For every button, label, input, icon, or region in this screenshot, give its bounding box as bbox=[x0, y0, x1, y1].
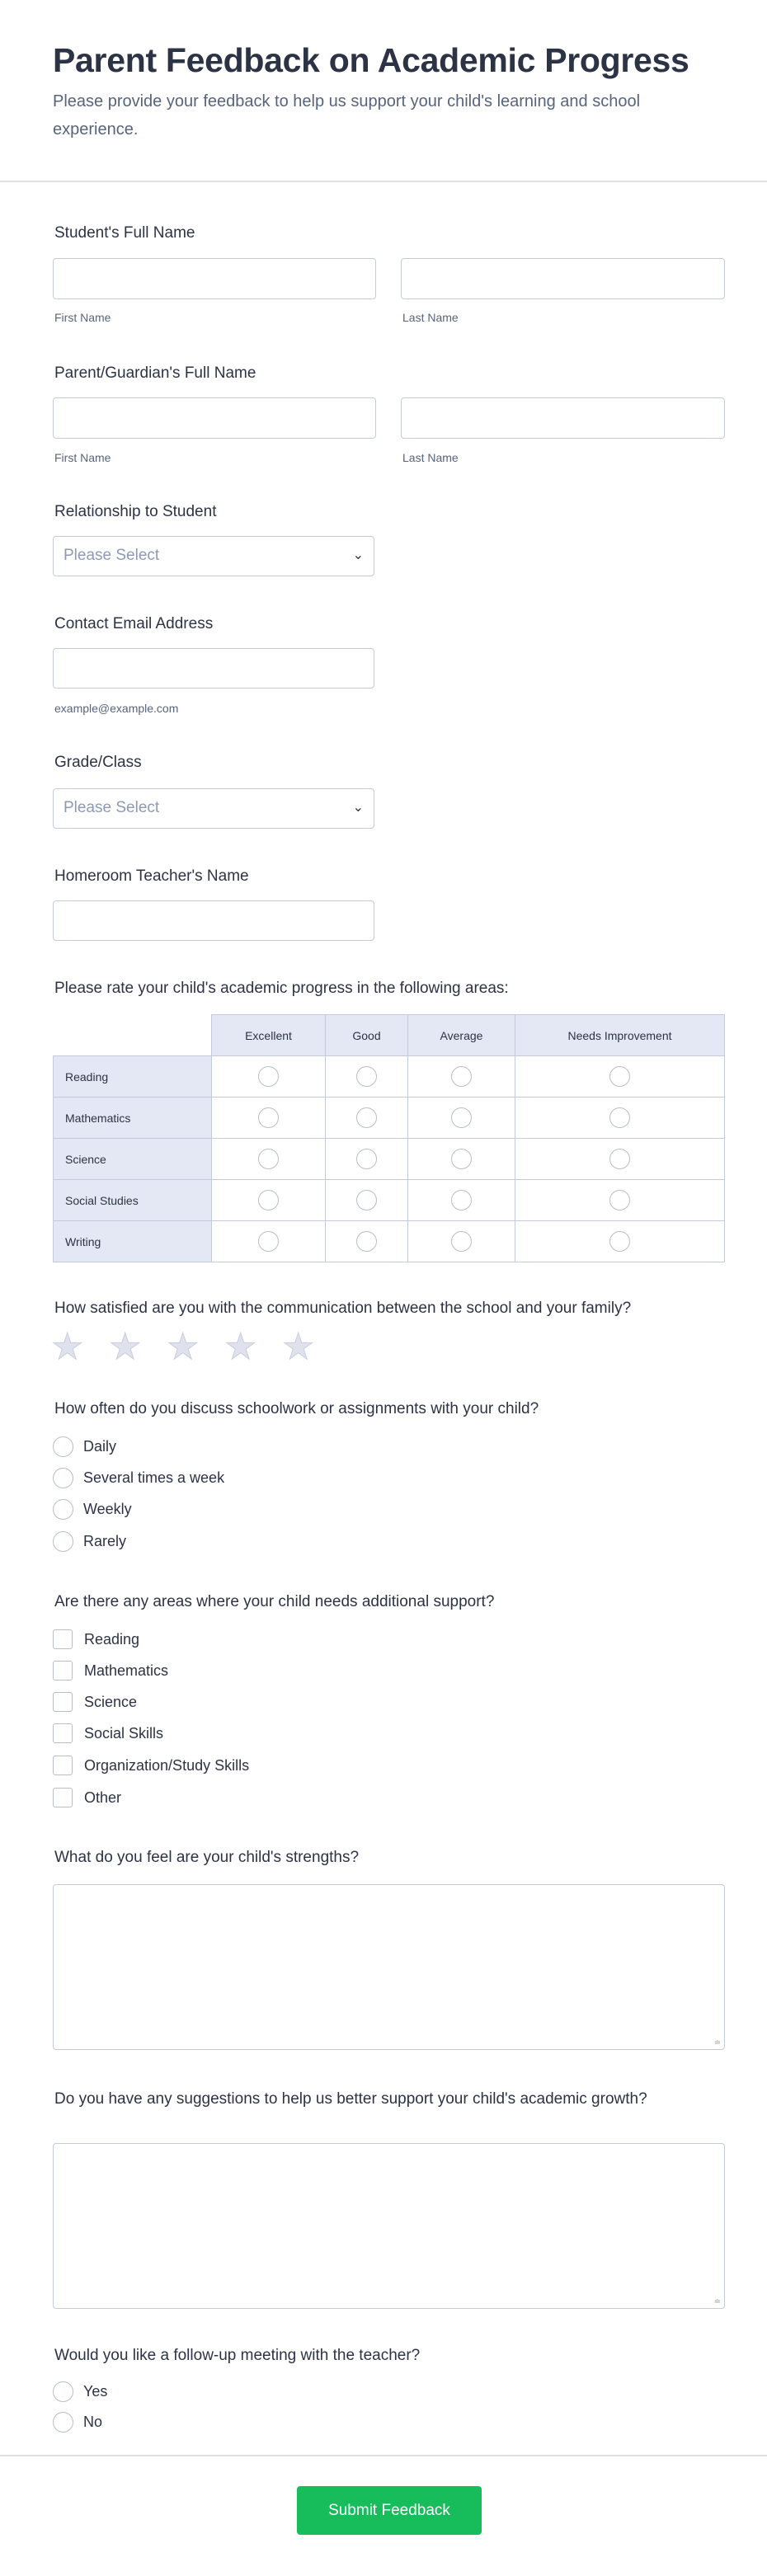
parent-first-name-sublabel: First Name bbox=[54, 451, 111, 464]
checkbox[interactable] bbox=[53, 1629, 73, 1649]
parent-last-name-input[interactable] bbox=[401, 397, 725, 439]
star-icon[interactable]: ★ bbox=[282, 1327, 315, 1367]
email-input[interactable] bbox=[53, 648, 374, 689]
star-icon[interactable]: ★ bbox=[224, 1327, 257, 1367]
star-rating bbox=[51, 1326, 340, 1368]
matrix-row-label: Science bbox=[54, 1139, 212, 1180]
matrix-col-header: Excellent bbox=[212, 1015, 326, 1056]
matrix-radio[interactable] bbox=[258, 1107, 279, 1128]
star-icon[interactable]: ★ bbox=[109, 1327, 142, 1367]
checkbox[interactable] bbox=[53, 1788, 73, 1807]
page-subtitle: Please provide your feedback to help us support your child's learning and school experience. bbox=[53, 92, 641, 139]
followup-question: Would you like a follow-up meeting with the teacher? bbox=[54, 2347, 421, 2364]
option-label: Yes bbox=[83, 2382, 108, 2400]
parent-last-name-sublabel: Last Name bbox=[402, 451, 459, 464]
frequency-option-rarely[interactable] bbox=[53, 1529, 126, 1554]
option-label: Mathematics bbox=[84, 1662, 169, 1679]
matrix-row-label: Reading bbox=[54, 1056, 212, 1098]
matrix-row-label: Mathematics bbox=[54, 1098, 212, 1139]
matrix-radio[interactable] bbox=[609, 1190, 630, 1210]
support-option-mathematics[interactable] bbox=[53, 1658, 168, 1683]
resize-handle-icon[interactable]: ≐ bbox=[713, 2038, 721, 2047]
matrix-row bbox=[54, 1056, 725, 1098]
matrix-radio[interactable] bbox=[356, 1107, 377, 1128]
radio-button[interactable] bbox=[53, 2412, 73, 2433]
matrix-radio[interactable] bbox=[356, 1066, 377, 1087]
header-divider bbox=[0, 181, 767, 182]
matrix-row bbox=[54, 1139, 725, 1180]
matrix-radio[interactable] bbox=[258, 1190, 279, 1210]
grade-select[interactable] bbox=[53, 788, 374, 829]
teacher-name-input[interactable] bbox=[53, 900, 374, 941]
matrix-row-label: Social Studies bbox=[54, 1180, 212, 1221]
grade-placeholder: Please Select bbox=[64, 799, 160, 816]
followup-option-no[interactable] bbox=[53, 2409, 102, 2434]
page-title: Parent Feedback on Academic Progress bbox=[53, 41, 689, 79]
support-option-social-skills[interactable] bbox=[53, 1721, 163, 1746]
support-option-organization[interactable] bbox=[53, 1753, 249, 1778]
strengths-textarea[interactable] bbox=[53, 1884, 725, 2050]
student-first-name-sublabel: First Name bbox=[54, 311, 111, 324]
suggestions-textarea[interactable] bbox=[53, 2143, 725, 2309]
matrix-radio[interactable] bbox=[451, 1066, 472, 1087]
radio-button[interactable] bbox=[53, 1531, 73, 1552]
relationship-select[interactable] bbox=[53, 536, 374, 576]
teacher-label: Homeroom Teacher's Name bbox=[54, 867, 249, 885]
parent-name-label: Parent/Guardian's Full Name bbox=[54, 364, 256, 382]
matrix-col-header: Average bbox=[408, 1015, 515, 1056]
support-question: Are there any areas where your child needs additional support? bbox=[54, 1593, 495, 1610]
satisfaction-question: How satisfied are you with the communication between the school and your family? bbox=[54, 1300, 632, 1317]
option-label: Several times a week bbox=[83, 1469, 225, 1486]
star-icon[interactable]: ★ bbox=[51, 1327, 84, 1367]
grade-label: Grade/Class bbox=[54, 754, 142, 771]
option-label: No bbox=[83, 2413, 103, 2430]
option-label: Reading bbox=[84, 1630, 140, 1648]
strengths-question: What do you feel are your child's strengths? bbox=[54, 1849, 360, 1866]
suggestions-question: Do you have any suggestions to help us better support your child's academic growth? bbox=[54, 2090, 647, 2108]
checkbox[interactable] bbox=[53, 1756, 73, 1775]
student-last-name-sublabel: Last Name bbox=[402, 311, 459, 324]
option-label: Daily bbox=[83, 1437, 117, 1455]
matrix-radio[interactable] bbox=[356, 1149, 377, 1169]
radio-button[interactable] bbox=[53, 1468, 73, 1488]
matrix-radio[interactable] bbox=[451, 1107, 472, 1128]
matrix-col-header: Good bbox=[326, 1015, 408, 1056]
matrix-radio[interactable] bbox=[451, 1149, 472, 1169]
matrix-radio[interactable] bbox=[609, 1066, 630, 1087]
matrix-radio[interactable] bbox=[258, 1149, 279, 1169]
rating-matrix bbox=[53, 1014, 725, 1262]
support-option-other[interactable] bbox=[53, 1785, 121, 1810]
frequency-question: How often do you discuss schoolwork or assignments with your child? bbox=[54, 1400, 539, 1417]
parent-first-name-input[interactable] bbox=[53, 397, 376, 439]
matrix-row-label: Writing bbox=[54, 1221, 212, 1262]
relationship-label: Relationship to Student bbox=[54, 503, 217, 520]
relationship-placeholder: Please Select bbox=[64, 547, 160, 564]
matrix-radio[interactable] bbox=[609, 1107, 630, 1128]
star-icon[interactable]: ★ bbox=[167, 1327, 200, 1367]
frequency-option-weekly[interactable] bbox=[53, 1497, 132, 1521]
matrix-radio[interactable] bbox=[258, 1231, 279, 1252]
matrix-corner bbox=[54, 1015, 212, 1056]
checkbox[interactable] bbox=[53, 1661, 73, 1681]
option-label: Organization/Study Skills bbox=[84, 1756, 250, 1774]
student-first-name-input[interactable] bbox=[53, 258, 376, 299]
radio-button[interactable] bbox=[53, 1436, 73, 1457]
matrix-radio[interactable] bbox=[356, 1231, 377, 1252]
matrix-radio[interactable] bbox=[609, 1149, 630, 1169]
option-label: Rarely bbox=[83, 1532, 127, 1549]
email-hint: example@example.com bbox=[54, 702, 179, 715]
resize-handle-icon[interactable]: ≐ bbox=[713, 2297, 721, 2306]
email-label: Contact Email Address bbox=[54, 615, 214, 632]
matrix-row bbox=[54, 1221, 725, 1262]
matrix-radio[interactable] bbox=[258, 1066, 279, 1087]
matrix-radio[interactable] bbox=[451, 1231, 472, 1252]
frequency-option-daily[interactable] bbox=[53, 1434, 116, 1459]
matrix-radio[interactable] bbox=[356, 1190, 377, 1210]
checkbox[interactable] bbox=[53, 1723, 73, 1743]
matrix-question: Please rate your child's academic progress in the following areas: bbox=[54, 980, 509, 997]
frequency-option-several[interactable] bbox=[53, 1465, 224, 1490]
student-last-name-input[interactable] bbox=[401, 258, 725, 299]
matrix-col-header: Needs Improvement bbox=[515, 1015, 725, 1056]
option-label: Other bbox=[84, 1789, 122, 1806]
option-label: Science bbox=[84, 1693, 138, 1710]
checkbox[interactable] bbox=[53, 1692, 73, 1712]
chevron-down-icon: ⌄ bbox=[352, 801, 364, 815]
support-option-reading[interactable] bbox=[53, 1627, 139, 1652]
support-option-science[interactable] bbox=[53, 1690, 137, 1714]
option-label: Weekly bbox=[83, 1500, 132, 1517]
radio-button[interactable] bbox=[53, 2381, 73, 2402]
footer-divider bbox=[0, 2455, 767, 2456]
matrix-row bbox=[54, 1098, 725, 1139]
chevron-down-icon: ⌄ bbox=[352, 548, 364, 562]
radio-button[interactable] bbox=[53, 1499, 73, 1520]
matrix-radio[interactable] bbox=[609, 1231, 630, 1252]
option-label: Social Skills bbox=[84, 1724, 164, 1742]
student-name-label: Student's Full Name bbox=[54, 224, 195, 242]
matrix-radio[interactable] bbox=[451, 1190, 472, 1210]
matrix-row bbox=[54, 1180, 725, 1221]
submit-button[interactable]: Submit Feedback bbox=[297, 2486, 482, 2535]
followup-option-yes[interactable] bbox=[53, 2379, 107, 2404]
